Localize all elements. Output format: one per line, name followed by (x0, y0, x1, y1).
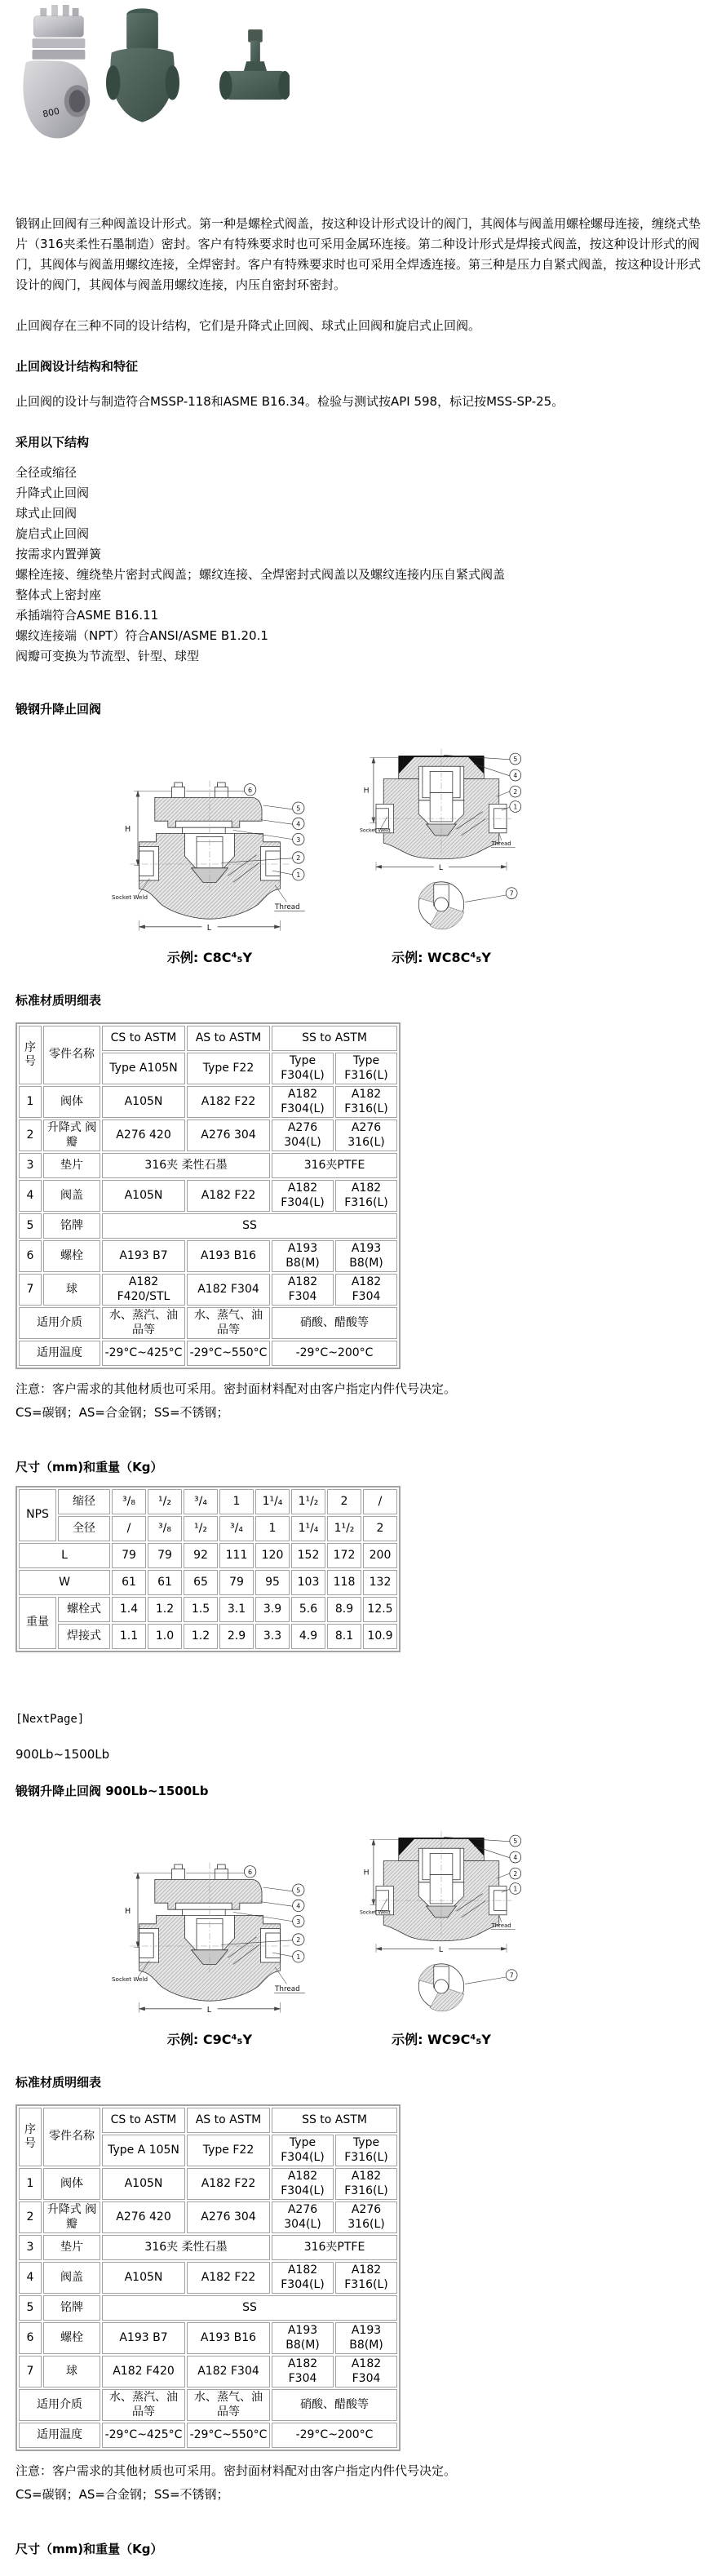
table-cell: A105N (102, 2168, 185, 2200)
table-cell: 172 (327, 1543, 361, 1568)
page2-section-title: 锻钢升降止回阀 900Lb~1500Lb (15, 1784, 209, 1798)
table-cell: Type A105N (102, 1053, 185, 1084)
table-cell: 1 (219, 1489, 254, 1514)
table-row (19, 1180, 397, 1212)
table-cell: 7 (19, 1274, 42, 1306)
table-cell: Type F22 (187, 1053, 270, 1084)
table-cell: ¹/₂ (148, 1489, 182, 1514)
table-cell: 3.9 (255, 1597, 290, 1622)
table-cell: 79 (112, 1543, 146, 1568)
table-cell: 升降式 阀瓣 (43, 2201, 100, 2233)
feature-item: 按需求内置弹簧 (15, 547, 102, 561)
table-cell: 92 (184, 1543, 218, 1568)
table-cell: 序号 (19, 2108, 42, 2166)
table-cell: 水、蒸汽、油品等 (102, 2389, 185, 2421)
table-cell: 3.3 (255, 1624, 290, 1649)
table-cell: 1 (255, 1516, 290, 1541)
table-cell: 65 (184, 1570, 218, 1595)
table-cell: 垫片 (43, 2235, 100, 2260)
table-cell: A193 B7 (102, 2322, 185, 2354)
table-cell: 8.9 (327, 1597, 361, 1622)
table-cell: A105N (102, 1180, 185, 1212)
table-cell: 1¹/₄ (255, 1489, 290, 1514)
diagram-caption: 示例: C8C⁴₅Y (166, 950, 253, 965)
table-cell: A193 B8(M) (335, 1240, 397, 1272)
callout-5: 5 (296, 1887, 301, 1895)
table-cell: A182 F304 (187, 2356, 270, 2388)
feature-item: 承插端符合ASME B16.11 (15, 608, 159, 623)
table-cell: A182 F304 (272, 2356, 334, 2388)
socket-weld-label: Socket Weld (112, 893, 148, 902)
bonnet-bolts (172, 1864, 228, 1879)
table-row (19, 1213, 397, 1239)
table-cell: -29°C~425°C (102, 1341, 185, 1366)
l-dimension-label: L (206, 2005, 212, 2015)
table-cell: AS to ASTM (187, 2108, 270, 2133)
thread-label: Thread (275, 903, 300, 912)
material-note: 注意：客户需求的其他材质也可采用。密封面材料配对由客户指定内件代号决定。 (15, 2463, 457, 2478)
table-cell: 61 (112, 1570, 146, 1595)
table-row (19, 1120, 397, 1151)
table-cell: L (19, 1543, 110, 1568)
table-cell: 5.6 (291, 1597, 325, 1622)
table-row (19, 1274, 397, 1306)
table-cell: 200 (363, 1543, 397, 1568)
table-cell: A276 304(L) (272, 1120, 334, 1151)
table-cell: 1.5 (184, 1597, 218, 1622)
welded-bonnet-check-valve-photo (105, 3, 180, 131)
table-cell: 5 (19, 2295, 42, 2321)
table-cell: Type F316(L) (335, 1053, 397, 1084)
callout-3: 3 (296, 836, 301, 844)
table-row (19, 2262, 397, 2294)
l-dimension-label: L (438, 863, 444, 873)
table-row (19, 1597, 397, 1622)
table-cell: -29°C~200°C (272, 2423, 397, 2448)
feature-item: 阀瓣可变换为节流型、针型、球型 (15, 649, 200, 663)
table-cell: 铭牌 (43, 2295, 100, 2321)
table-cell: 7 (19, 2356, 42, 2388)
table-cell: 132 (363, 1570, 397, 1595)
table-cell: 1.1 (112, 1624, 146, 1649)
table-cell: -29°C~425°C (102, 2423, 185, 2448)
table-cell: SS to ASTM (272, 2108, 397, 2133)
table-cell: 1.2 (184, 1624, 218, 1649)
gasket-section (175, 1903, 232, 1909)
table-cell: SS (102, 2295, 397, 2321)
table-cell: A182 F304 (335, 1274, 397, 1306)
table-cell: 水、蒸汽、油品等 (102, 1307, 185, 1339)
product-photos (15, 0, 704, 149)
table-cell: 序号 (19, 1026, 42, 1084)
table-cell: 6 (19, 2322, 42, 2354)
thread-label: Thread (491, 1922, 511, 1930)
table-cell: 316夹 柔性石墨 (102, 2235, 270, 2260)
table-cell: A193 B16 (187, 1240, 270, 1272)
table-cell: ³/₄ (219, 1516, 254, 1541)
table-cell: 铭牌 (43, 1213, 100, 1239)
h-dimension-label: H (363, 786, 370, 796)
lift-check-valve-welded-cross-section (360, 747, 523, 939)
table-cell: 3 (19, 2235, 42, 2260)
table-cell: A193 B8(M) (272, 1240, 334, 1272)
table-cell: 适用温度 (19, 1341, 100, 1366)
table-cell: A182 F22 (187, 1180, 270, 1212)
welded-bonnet-diagram-figure (360, 1829, 523, 2048)
table-cell: W (19, 1570, 110, 1595)
valve-body-marking: 800 (42, 105, 61, 120)
intro-paragraph-1: 锻钢止回阀有三种阀盖设计形式。第一种是螺栓式阀盖，按这种设计形式设计的阀门，其阀体与阀盖用螺栓螺母连接，缠绕式垫片（316夹柔性石墨制造）密封。客户有特殊要求时也可采用金属环连接。第二种设计形式是焊接式阀盖，按这种设计形式的阀门，其阀体与阀盖用螺纹连接，全焊密封。客户有特殊要求时也可采用全焊透连接。第三种是压力自紧式阀盖，按这种设计形式设计的阀门，其阀体与阀盖用螺纹连接，内压自密封环密封。 (15, 216, 702, 292)
callout-1: 1 (513, 1885, 518, 1893)
table-cell: 硝酸、醋酸等 (272, 1307, 397, 1339)
table-cell: A182 F304(L) (272, 2168, 334, 2200)
table-row (19, 1307, 397, 1339)
table-row (19, 1026, 397, 1051)
table-cell: 12.5 (363, 1597, 397, 1622)
table-cell: 6 (19, 1240, 42, 1272)
callout-7: 7 (509, 889, 514, 898)
h-dimension-label: H (125, 825, 131, 834)
table-cell: A182 F304(L) (272, 2262, 334, 2294)
table-cell: 4 (19, 1180, 42, 1212)
table-row (19, 2389, 397, 2421)
table-cell: 152 (291, 1543, 325, 1568)
thread-label: Thread (491, 840, 511, 848)
table-row (19, 2108, 397, 2133)
table-cell: A276 304 (187, 2201, 270, 2233)
table-row (19, 2295, 397, 2321)
table-cell: A276 316(L) (335, 2201, 397, 2233)
feature-item: 全径或缩径 (15, 465, 77, 480)
design-section-title: 止回阀设计结构和特征 (15, 359, 139, 374)
table-row (19, 1240, 397, 1272)
table-cell: 4.9 (291, 1624, 325, 1649)
gasket-section (175, 821, 232, 827)
callout-4: 4 (296, 1902, 301, 1910)
bolted-bonnet-diagram-figure (112, 1861, 308, 2048)
callout-4: 4 (296, 820, 301, 828)
table-cell: 重量 (19, 1597, 56, 1649)
table-cell: 79 (148, 1543, 182, 1568)
bolted-bonnet-diagram-figure (112, 779, 308, 966)
bonnet-bolts (172, 783, 228, 797)
table-cell: / (112, 1516, 146, 1541)
diagram-caption: 示例: WC8C⁴₅Y (392, 950, 491, 965)
table-cell: A182 F304(L) (272, 1180, 334, 1212)
table-cell: ³/₈ (148, 1516, 182, 1541)
table-cell: 4 (19, 2262, 42, 2294)
page1-material-table-title: 标准材质明细表 (15, 993, 102, 1008)
table-cell: Type F304(L) (272, 2135, 334, 2166)
table-cell: 3 (19, 1153, 42, 1178)
callout-5: 5 (513, 756, 518, 764)
table-cell: A276 304(L) (272, 2201, 334, 2233)
table-cell: A276 420 (102, 1120, 185, 1151)
callout-5: 5 (513, 1838, 518, 1846)
h-dimension-label: H (125, 1907, 131, 1916)
table-row (19, 2235, 397, 2260)
table-cell: A105N (102, 2262, 185, 2294)
table-cell: A182 F316(L) (335, 2168, 397, 2200)
page1-diagrams (112, 747, 704, 966)
table-cell: CS to ASTM (102, 2108, 185, 2133)
table-cell: A193 B7 (102, 1240, 185, 1272)
bolted-bonnet-check-valve-photo (15, 3, 97, 144)
table-row (19, 2423, 397, 2448)
callout-7: 7 (509, 1971, 514, 1980)
table-row (19, 1516, 397, 1541)
callout-2: 2 (296, 854, 301, 862)
table-cell: / (363, 1489, 397, 1514)
table-cell: -29°C~550°C (187, 1341, 270, 1366)
table-row (19, 2322, 397, 2354)
pressure-seal-check-valve-photo (218, 28, 290, 109)
intro-paragraph-2: 止回阀存在三种不同的设计结构，它们是升降式止回阀、球式止回阀和旋启式止回阀。 (15, 318, 481, 333)
table-cell: A193 B8(M) (335, 2322, 397, 2354)
table-cell: -29°C~550°C (187, 2423, 270, 2448)
table-cell: 适用介质 (19, 2389, 100, 2421)
page1-dimension-table (15, 1486, 401, 1652)
table-cell: 阀盖 (43, 1180, 100, 1212)
table-cell: 5 (19, 1213, 42, 1239)
page1-material-table (15, 1022, 401, 1369)
lift-check-valve-bolted-cross-section (112, 779, 308, 939)
callout-2: 2 (513, 788, 518, 796)
table-cell: ¹/₂ (184, 1516, 218, 1541)
page2-material-table (15, 2104, 401, 2451)
material-note: 注意：客户需求的其他材质也可采用。密封面材料配对由客户指定内件代号决定。 (15, 1381, 457, 1396)
callout-1: 1 (513, 803, 518, 811)
table-cell: 2 (327, 1489, 361, 1514)
table-cell: A182 F22 (187, 1086, 270, 1118)
table-cell: A182 F304 (272, 1274, 334, 1306)
table-cell: 1¹/₂ (327, 1516, 361, 1541)
table-cell: 阀体 (43, 2168, 100, 2200)
table-cell: 缩径 (58, 1489, 110, 1514)
table-cell: 8.1 (327, 1624, 361, 1649)
table-row (19, 1489, 397, 1514)
table-cell: A182 F22 (187, 2262, 270, 2294)
callout-4: 4 (513, 772, 518, 780)
table-cell: A182 F420 (102, 2356, 185, 2388)
table-cell: 316夹 柔性石墨 (102, 1153, 270, 1178)
table-row (19, 1153, 397, 1178)
l-dimension-label: L (206, 923, 212, 933)
table-cell: 1 (19, 2168, 42, 2200)
callout-1: 1 (296, 1953, 301, 1961)
table-row (19, 1341, 397, 1366)
table-cell: 水、蒸气、油品等 (187, 2389, 270, 2421)
page2-material-table-title: 标准材质明细表 (15, 2075, 102, 2090)
nextpage-marker: [NextPage] (15, 1713, 85, 1726)
table-cell: A182 F420/STL (102, 1274, 185, 1306)
socket-weld-label: Socket Weld (112, 1975, 148, 1984)
table-cell: A193 B16 (187, 2322, 270, 2354)
page1-dimensions-title: 尺寸（mm)和重量（Kg） (15, 1460, 163, 1474)
table-cell: A105N (102, 1086, 185, 1118)
table-cell: 球 (43, 1274, 100, 1306)
table-cell: Type A 105N (102, 2135, 185, 2166)
feature-item: 升降式止回阀 (15, 485, 90, 500)
table-cell: A182 F316(L) (335, 1180, 397, 1212)
table-cell: 垫片 (43, 1153, 100, 1178)
table-cell: 1 (19, 1086, 42, 1118)
design-standards-paragraph: 止回阀的设计与制造符合MSSP-118和ASME B16.34。检验与测试按API 598，标记按MSS-SP-25。 (15, 394, 564, 409)
feature-item: 球式止回阀 (15, 506, 77, 521)
table-cell: 1.4 (112, 1597, 146, 1622)
table-cell: 零件名称 (43, 2108, 100, 2166)
callout-2: 2 (513, 1870, 518, 1878)
table-cell: 111 (219, 1543, 254, 1568)
table-cell: A276 420 (102, 2201, 185, 2233)
table-row (19, 1543, 397, 1568)
callout-6: 6 (248, 1869, 253, 1876)
pressure-range-label: 900Lb~1500Lb (15, 1747, 110, 1762)
table-cell: 焊接式 (58, 1624, 110, 1649)
table-cell: 10.9 (363, 1624, 397, 1649)
material-legend: CS=碳钢；AS=合金钢；SS=不锈钢； (15, 2487, 229, 2502)
page1-section-title: 锻钢升降止回阀 (15, 702, 102, 716)
table-cell: 适用介质 (19, 1307, 100, 1339)
l-dimension-label: L (438, 1945, 444, 1955)
lift-check-valve-welded-cross-section (360, 1829, 523, 2021)
table-cell: 阀盖 (43, 2262, 100, 2294)
table-cell: A182 F304(L) (272, 1086, 334, 1118)
table-cell: A182 F316(L) (335, 2262, 397, 2294)
feature-item: 旋启式止回阀 (15, 526, 90, 541)
table-cell: 103 (291, 1570, 325, 1595)
page2-diagrams (112, 1829, 704, 2048)
feature-item: 螺纹连接端（NPT）符合ANSI/ASME B1.20.1 (15, 628, 268, 643)
socket-weld-label: Socket Weld (360, 1909, 391, 1916)
table-cell: 阀体 (43, 1086, 100, 1118)
table-cell: 螺栓 (43, 1240, 100, 1272)
page2-dimensions-title: 尺寸（mm)和重量（Kg） (15, 2542, 163, 2556)
callout-4: 4 (513, 1854, 518, 1862)
table-cell: 61 (148, 1570, 182, 1595)
table-cell: A182 F304 (335, 2356, 397, 2388)
callout-5: 5 (296, 805, 301, 813)
callout-6: 6 (248, 787, 253, 794)
table-cell: AS to ASTM (187, 1026, 270, 1051)
table-cell: 118 (327, 1570, 361, 1595)
table-cell: Type F22 (187, 2135, 270, 2166)
feature-item: 整体式上密封座 (15, 587, 102, 602)
table-cell: 79 (219, 1570, 254, 1595)
callout-3: 3 (296, 1918, 301, 1926)
lift-check-valve-bolted-cross-section (112, 1861, 308, 2021)
table-row (19, 2356, 397, 2388)
table-cell: Type F304(L) (272, 1053, 334, 1084)
thread-label: Thread (275, 1985, 300, 1994)
table-cell: 适用温度 (19, 2423, 100, 2448)
diagram-caption: 示例: C9C⁴₅Y (166, 2032, 253, 2047)
table-cell: 316夹PTFE (272, 1153, 397, 1178)
table-cell: 2 (19, 1120, 42, 1151)
table-cell: 1.2 (148, 1597, 182, 1622)
table-cell: -29°C~200°C (272, 1341, 397, 1366)
table-cell: 硝酸、醋酸等 (272, 2389, 397, 2421)
feature-item: 螺栓连接、缠绕垫片密封式阀盖；螺纹连接、全焊密封式阀盖以及螺纹连接内压自紧式阀盖 (15, 567, 506, 582)
table-cell: A182 F316(L) (335, 1086, 397, 1118)
table-cell: CS to ASTM (102, 1026, 185, 1051)
table-cell: A182 F304 (187, 1274, 270, 1306)
table-cell: 零件名称 (43, 1026, 100, 1084)
table-cell: A193 B8(M) (272, 2322, 334, 2354)
structure-feature-list (15, 463, 704, 667)
table-cell: 升降式 阀瓣 (43, 1120, 100, 1151)
table-cell: 水、蒸气、油品等 (187, 1307, 270, 1339)
table-cell: 1¹/₄ (291, 1516, 325, 1541)
h-dimension-label: H (363, 1868, 370, 1878)
table-cell: 2 (363, 1516, 397, 1541)
ball-element (435, 898, 449, 911)
table-cell: NPS (19, 1489, 56, 1541)
table-cell: 95 (255, 1570, 290, 1595)
table-cell: 全径 (58, 1516, 110, 1541)
table-row (19, 1624, 397, 1649)
table-cell: ³/₈ (112, 1489, 146, 1514)
material-legend: CS=碳钢；AS=合金钢；SS=不锈钢； (15, 1405, 229, 1420)
callout-1: 1 (296, 871, 301, 879)
table-row (19, 1570, 397, 1595)
table-cell: ³/₄ (184, 1489, 218, 1514)
table-cell: SS (102, 1213, 397, 1239)
table-row (19, 2168, 397, 2200)
structure-section-title: 采用以下结构 (15, 435, 90, 450)
table-cell: 1¹/₂ (291, 1489, 325, 1514)
table-cell: A276 304 (187, 1120, 270, 1151)
table-cell: 2 (19, 2201, 42, 2233)
table-cell: A182 F22 (187, 2168, 270, 2200)
table-cell: 316夹PTFE (272, 2235, 397, 2260)
table-cell: 1.0 (148, 1624, 182, 1649)
table-row (19, 1086, 397, 1118)
table-cell: 螺栓 (43, 2322, 100, 2354)
table-cell: 120 (255, 1543, 290, 1568)
table-cell: 球 (43, 2356, 100, 2388)
ball-element (435, 1980, 449, 1993)
welded-bonnet-diagram-figure (360, 747, 523, 966)
socket-weld-label: Socket Weld (360, 827, 391, 834)
table-cell: A276 316(L) (335, 1120, 397, 1151)
table-row (19, 2201, 397, 2233)
table-cell: 3.1 (219, 1597, 254, 1622)
callout-2: 2 (296, 1936, 301, 1944)
table-cell: SS to ASTM (272, 1026, 397, 1051)
table-cell: 2.9 (219, 1624, 254, 1649)
diagram-caption: 示例: WC9C⁴₅Y (392, 2032, 491, 2047)
table-cell: Type F316(L) (335, 2135, 397, 2166)
table-cell: 螺栓式 (58, 1597, 110, 1622)
